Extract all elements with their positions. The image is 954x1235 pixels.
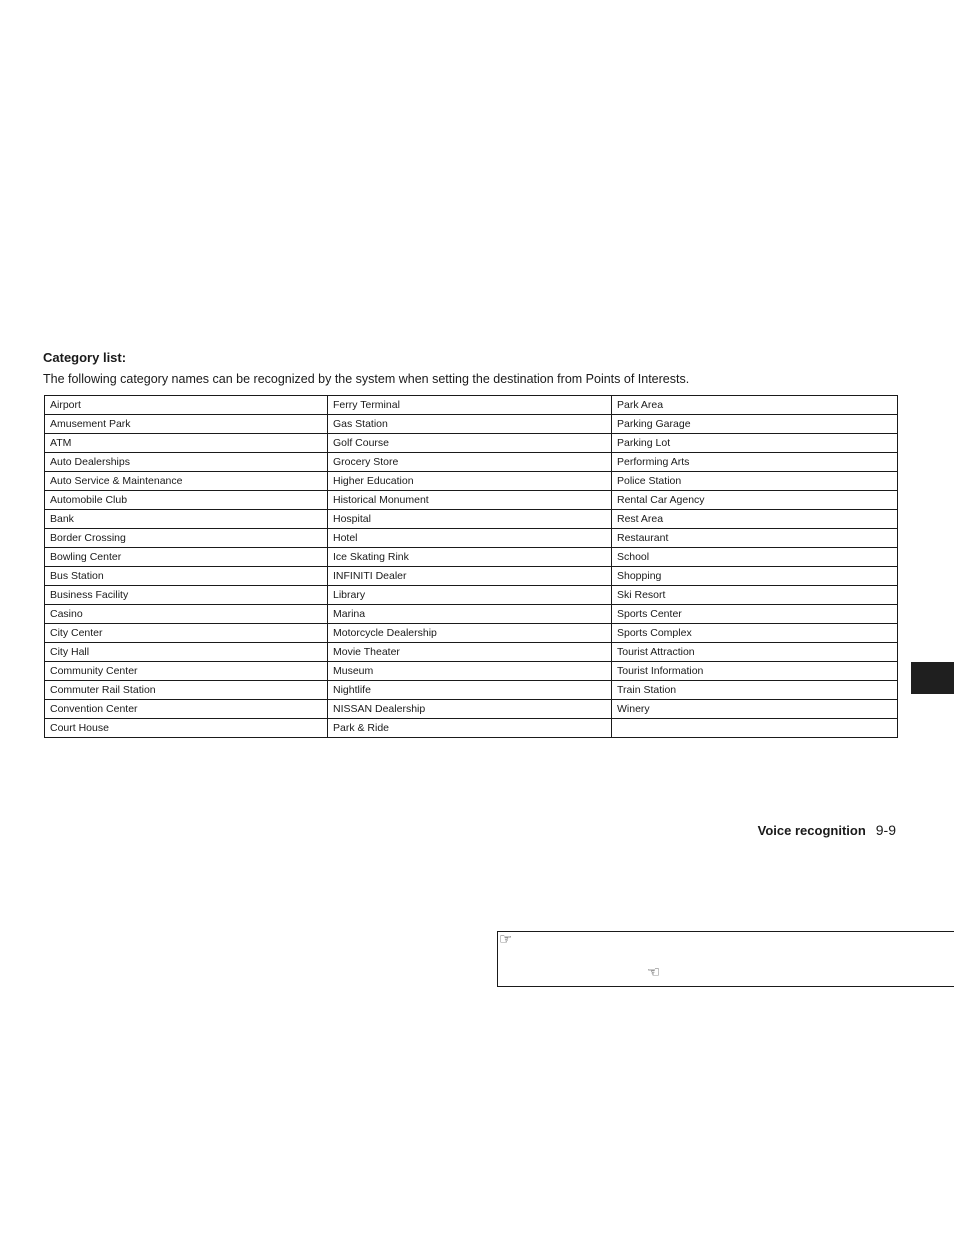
table-cell: Nightlife	[328, 681, 612, 700]
table-cell: Park & Ride	[328, 719, 612, 738]
table-row	[45, 719, 898, 738]
table-cell: Marina	[328, 605, 612, 624]
table-cell: Ski Resort	[612, 586, 898, 605]
table-row	[45, 510, 898, 529]
table-row	[45, 434, 898, 453]
table-cell: City Center	[45, 624, 328, 643]
table-cell: Sports Complex	[612, 624, 898, 643]
table-cell: Auto Dealerships	[45, 453, 328, 472]
table-cell: Restaurant	[612, 529, 898, 548]
table-row	[45, 605, 898, 624]
category-table-body	[45, 396, 898, 738]
table-cell: Gas Station	[328, 415, 612, 434]
section-title: Voice recognition	[757, 823, 866, 838]
table-cell: Bus Station	[45, 567, 328, 586]
table-row	[45, 548, 898, 567]
table-cell: Library	[328, 586, 612, 605]
table-cell: Museum	[328, 662, 612, 681]
table-cell: Bowling Center	[45, 548, 328, 567]
table-cell: Higher Education	[328, 472, 612, 491]
table-cell: Court House	[45, 719, 328, 738]
table-cell: Business Facility	[45, 586, 328, 605]
table-cell: Ferry Terminal	[328, 396, 612, 415]
table-cell: Automobile Club	[45, 491, 328, 510]
table-cell: Police Station	[612, 472, 898, 491]
table-cell: Sports Center	[612, 605, 898, 624]
table-row	[45, 529, 898, 548]
table-cell: Ice Skating Rink	[328, 548, 612, 567]
table-cell: Rental Car Agency	[612, 491, 898, 510]
table-cell	[612, 719, 898, 738]
page-number: 9-9	[875, 822, 896, 838]
table-row	[45, 472, 898, 491]
page-footer	[758, 822, 896, 838]
table-cell: Performing Arts	[612, 453, 898, 472]
table-cell: Casino	[45, 605, 328, 624]
table-cell: Historical Monument	[328, 491, 612, 510]
table-cell: Train Station	[612, 681, 898, 700]
table-cell: School	[612, 548, 898, 567]
table-row	[45, 491, 898, 510]
table-cell: Hospital	[328, 510, 612, 529]
table-cell: City Hall	[45, 643, 328, 662]
table-cell: Border Crossing	[45, 529, 328, 548]
category-table	[44, 395, 898, 738]
table-cell: Parking Lot	[612, 434, 898, 453]
table-cell: Commuter Rail Station	[45, 681, 328, 700]
table-cell: Auto Service & Maintenance	[45, 472, 328, 491]
table-row	[45, 643, 898, 662]
table-cell: Rest Area	[612, 510, 898, 529]
table-cell: NISSAN Dealership	[328, 700, 612, 719]
table-cell: Amusement Park	[45, 415, 328, 434]
table-row	[45, 415, 898, 434]
table-cell: Convention Center	[45, 700, 328, 719]
table-cell: INFINITI Dealer	[328, 567, 612, 586]
table-cell: Grocery Store	[328, 453, 612, 472]
table-row	[45, 700, 898, 719]
table-row	[45, 396, 898, 415]
table-cell: Airport	[45, 396, 328, 415]
table-cell: ATM	[45, 434, 328, 453]
table-cell: Winery	[612, 700, 898, 719]
category-list-heading: Category list:	[43, 350, 127, 365]
table-row	[45, 453, 898, 472]
table-cell: Hotel	[328, 529, 612, 548]
table-cell: Tourist Information	[612, 662, 898, 681]
table-cell: Bank	[45, 510, 328, 529]
table-cell: Motorcycle Dealership	[328, 624, 612, 643]
table-cell: Parking Garage	[612, 415, 898, 434]
pointing-hand-icon: ☞	[499, 931, 513, 948]
table-cell: Movie Theater	[328, 643, 612, 662]
table-cell: Shopping	[612, 567, 898, 586]
table-cell: Park Area	[612, 396, 898, 415]
table-cell: Community Center	[45, 662, 328, 681]
table-row	[45, 624, 898, 643]
table-row	[45, 681, 898, 700]
table-cell: Golf Course	[328, 434, 612, 453]
table-cell: Tourist Attraction	[612, 643, 898, 662]
table-row	[45, 567, 898, 586]
table-row	[45, 586, 898, 605]
chapter-tab-marker	[911, 662, 954, 694]
intro-paragraph: The following category names can be recognized by the system when setting the destination from Points of Interests.	[43, 372, 690, 386]
hand-icon: ☜	[647, 964, 661, 981]
note-box	[497, 931, 954, 987]
table-row	[45, 662, 898, 681]
